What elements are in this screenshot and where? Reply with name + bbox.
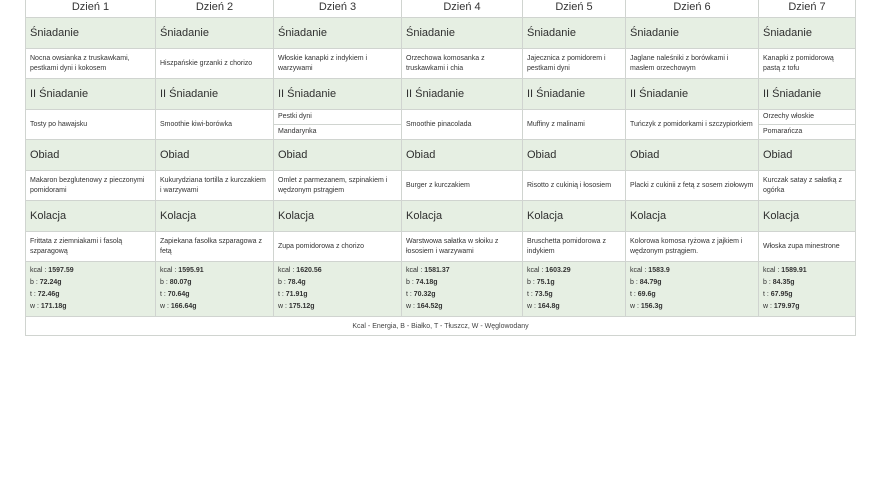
meal-item: Jaglane naleśniki z borówkami i masłem orzechowym: [626, 49, 759, 79]
total-w-line: [630, 301, 754, 313]
total-t-line: [30, 289, 151, 301]
total-b-label: b :: [527, 279, 537, 286]
meal-plan-table: [25, 0, 856, 336]
meal-item: Włoska zupa minestrone: [759, 232, 856, 262]
total-w-value: 179.97g: [773, 303, 800, 310]
meal-items-row: [26, 171, 856, 201]
total-w-value: 164.8g: [537, 303, 560, 310]
total-b-line: [527, 277, 621, 289]
day-header: Dzień 2: [156, 0, 274, 18]
meal-label: Kolacja: [626, 201, 759, 232]
total-kcal-value: 1583.9: [648, 267, 670, 274]
meal-label: II Śniadanie: [26, 79, 156, 110]
meal-label: Kolacja: [402, 201, 523, 232]
total-kcal-label: kcal :: [278, 267, 297, 274]
day-header: Dzień 6: [626, 0, 759, 18]
total-t-value: 70.64g: [167, 291, 190, 298]
total-t-label: t :: [630, 291, 638, 298]
total-b-label: b :: [160, 279, 170, 286]
total-b-line: [30, 277, 151, 289]
total-b-label: b :: [278, 279, 288, 286]
total-kcal-value: 1597.59: [48, 267, 74, 274]
total-kcal-value: 1620.56: [296, 267, 322, 274]
total-t-line: [630, 289, 754, 301]
meal-item: Frittata z ziemniakami i fasolą szparagową: [26, 232, 156, 262]
total-w-line: [160, 301, 269, 313]
meal-item: Omlet z parmezanem, szpinakiem i wędzonym pstrągiem: [274, 171, 402, 201]
total-w-line: [527, 301, 621, 313]
meal-item: Warstwowa sałatka w słoiku z łososiem i warzywami: [402, 232, 523, 262]
total-t-value: 69.6g: [637, 291, 656, 298]
total-t-label: t :: [30, 291, 38, 298]
meal-item: Zapiekana fasolka szparagowa z fetą: [156, 232, 274, 262]
total-w-line: [30, 301, 151, 313]
total-b-label: b :: [763, 279, 773, 286]
meal-item: Włoskie kanapki z indykiem i warzywami: [274, 49, 402, 79]
total-w-value: 164.52g: [416, 303, 443, 310]
total-kcal-label: kcal :: [763, 267, 782, 274]
meal-label-row: [26, 201, 856, 232]
total-t-value: 67.95g: [770, 291, 793, 298]
total-kcal-line: [630, 265, 754, 277]
total-w-line: [278, 301, 397, 313]
total-w-value: 156.3g: [640, 303, 663, 310]
total-kcal-value: 1595.91: [178, 267, 204, 274]
total-kcal-value: 1603.29: [545, 267, 571, 274]
total-b-value: 84.35g: [772, 279, 795, 286]
meal-label: II Śniadanie: [274, 79, 402, 110]
total-w-line: [763, 301, 851, 313]
meal-item: Smoothie pinacolada: [402, 110, 523, 140]
total-w-label: w :: [160, 303, 171, 310]
total-b-value: 78.4g: [287, 279, 306, 286]
total-t-line: [406, 289, 518, 301]
day-header: Dzień 5: [523, 0, 626, 18]
meal-label: II Śniadanie: [626, 79, 759, 110]
meal-item: Kurczak satay z sałatką z ogórka: [759, 171, 856, 201]
day-totals: [156, 262, 274, 317]
day-totals: [402, 262, 523, 317]
meal-label: II Śniadanie: [402, 79, 523, 110]
meal-item: Tuńczyk z pomidorkami i szczypiorkiem: [626, 110, 759, 140]
meal-cell: [759, 110, 856, 140]
meal-label: Śniadanie: [523, 18, 626, 49]
meal-label: Obiad: [759, 140, 856, 171]
meal-plan: [25, 0, 855, 336]
meal-item: Makaron bezglutenowy z pieczonymi pomidorami: [26, 171, 156, 201]
meal-label: Śniadanie: [402, 18, 523, 49]
meal-label: II Śniadanie: [156, 79, 274, 110]
total-w-line: [406, 301, 518, 313]
legend-row: [26, 317, 856, 336]
total-kcal-line: [278, 265, 397, 277]
total-w-label: w :: [630, 303, 641, 310]
total-b-label: b :: [406, 279, 416, 286]
meal-label: Obiad: [274, 140, 402, 171]
total-w-label: w :: [30, 303, 41, 310]
meal-label: Śniadanie: [26, 18, 156, 49]
total-b-value: 75.1g: [536, 279, 555, 286]
meal-item: Pomarańcza: [759, 124, 855, 139]
total-b-label: b :: [30, 279, 40, 286]
meal-label: Śniadanie: [274, 18, 402, 49]
day-totals: [26, 262, 156, 317]
total-t-line: [527, 289, 621, 301]
total-t-label: t :: [763, 291, 771, 298]
day-totals: [523, 262, 626, 317]
total-t-value: 72.46g: [37, 291, 60, 298]
total-b-line: [160, 277, 269, 289]
total-b-line: [406, 277, 518, 289]
day-header: Dzień 3: [274, 0, 402, 18]
day-totals: [759, 262, 856, 317]
total-t-value: 71.91g: [285, 291, 308, 298]
meal-item: Smoothie kiwi-borówka: [156, 110, 274, 140]
total-t-line: [278, 289, 397, 301]
meal-label: Obiad: [402, 140, 523, 171]
total-kcal-line: [406, 265, 518, 277]
total-t-label: t :: [406, 291, 414, 298]
total-w-value: 166.64g: [170, 303, 197, 310]
total-kcal-label: kcal :: [630, 267, 649, 274]
meal-item: Kukurydziana tortilla z kurczakiem i warzywami: [156, 171, 274, 201]
total-t-value: 73.5g: [534, 291, 553, 298]
meal-label: Obiad: [523, 140, 626, 171]
meal-label-row: [26, 140, 856, 171]
meal-label-row: [26, 79, 856, 110]
meal-label-row: [26, 18, 856, 49]
meal-label: Kolacja: [274, 201, 402, 232]
total-b-line: [278, 277, 397, 289]
day-header: Dzień 1: [26, 0, 156, 18]
total-kcal-line: [527, 265, 621, 277]
meal-cell: [274, 110, 402, 140]
meal-items-row: [26, 49, 856, 79]
meal-item: Zupa pomidorowa z chorizo: [274, 232, 402, 262]
meal-item: Tosty po hawajsku: [26, 110, 156, 140]
total-kcal-line: [763, 265, 851, 277]
total-kcal-line: [160, 265, 269, 277]
total-kcal-value: 1589.91: [781, 267, 807, 274]
meal-item: Placki z cukinii z fetą z sosem ziołowym: [626, 171, 759, 201]
day-header-row: [26, 0, 856, 18]
meal-item: Muffiny z malinami: [523, 110, 626, 140]
total-b-line: [630, 277, 754, 289]
total-kcal-label: kcal :: [160, 267, 179, 274]
day-header: Dzień 7: [759, 0, 856, 18]
day-totals: [626, 262, 759, 317]
total-kcal-label: kcal :: [30, 267, 49, 274]
meal-item: Hiszpańskie grzanki z chorizo: [156, 49, 274, 79]
total-kcal-label: kcal :: [527, 267, 546, 274]
total-t-line: [763, 289, 851, 301]
total-t-label: t :: [278, 291, 286, 298]
meal-item: Risotto z cukinią i łososiem: [523, 171, 626, 201]
meal-item: Orzechowa komosanka z truskawkami i chia: [402, 49, 523, 79]
meal-item: Bruschetta pomidorowa z indykiem: [523, 232, 626, 262]
meal-label: Kolacja: [523, 201, 626, 232]
meal-item: Jajecznica z pomidorem i pestkami dyni: [523, 49, 626, 79]
meal-label: Śniadanie: [759, 18, 856, 49]
meal-label: II Śniadanie: [759, 79, 856, 110]
day-header: Dzień 4: [402, 0, 523, 18]
total-w-label: w :: [278, 303, 289, 310]
meal-item: Kanapki z pomidorową pastą z tofu: [759, 49, 856, 79]
total-b-value: 80.07g: [169, 279, 192, 286]
total-w-value: 171.18g: [40, 303, 67, 310]
meal-label: Śniadanie: [626, 18, 759, 49]
meal-label: Obiad: [626, 140, 759, 171]
meal-label: Śniadanie: [156, 18, 274, 49]
day-totals: [274, 262, 402, 317]
total-kcal-label: kcal :: [406, 267, 425, 274]
meal-items-row: [26, 232, 856, 262]
totals-row: [26, 262, 856, 317]
total-kcal-value: 1581.37: [424, 267, 450, 274]
meal-label: Obiad: [156, 140, 274, 171]
meal-label: Kolacja: [26, 201, 156, 232]
total-kcal-line: [30, 265, 151, 277]
total-b-value: 74.18g: [415, 279, 438, 286]
total-t-label: t :: [527, 291, 535, 298]
meal-items-row: [26, 110, 856, 140]
total-t-value: 70.32g: [413, 291, 436, 298]
meal-label: Kolacja: [759, 201, 856, 232]
legend-text: Kcal - Energia, B - Białko, T - Tłuszcz, W - Węglowodany: [26, 317, 856, 336]
total-w-label: w :: [763, 303, 774, 310]
meal-item: Mandarynka: [274, 124, 401, 139]
meal-label: Kolacja: [156, 201, 274, 232]
total-b-line: [763, 277, 851, 289]
total-b-value: 72.24g: [39, 279, 62, 286]
total-b-value: 84.79g: [639, 279, 662, 286]
meal-item: Nocna owsianka z truskawkami, pestkami dyni i kokosem: [26, 49, 156, 79]
meal-item: Pestki dyni: [278, 113, 312, 120]
total-w-label: w :: [406, 303, 417, 310]
total-b-label: b :: [630, 279, 640, 286]
meal-item: Burger z kurczakiem: [402, 171, 523, 201]
meal-item: Kolorowa komosa ryżowa z jajkiem i wędzonym pstrągiem.: [626, 232, 759, 262]
meal-item: Orzechy włoskie: [763, 113, 814, 120]
meal-label: II Śniadanie: [523, 79, 626, 110]
total-t-label: t :: [160, 291, 168, 298]
total-w-label: w :: [527, 303, 538, 310]
meal-label: Obiad: [26, 140, 156, 171]
total-t-line: [160, 289, 269, 301]
total-w-value: 175.12g: [288, 303, 315, 310]
